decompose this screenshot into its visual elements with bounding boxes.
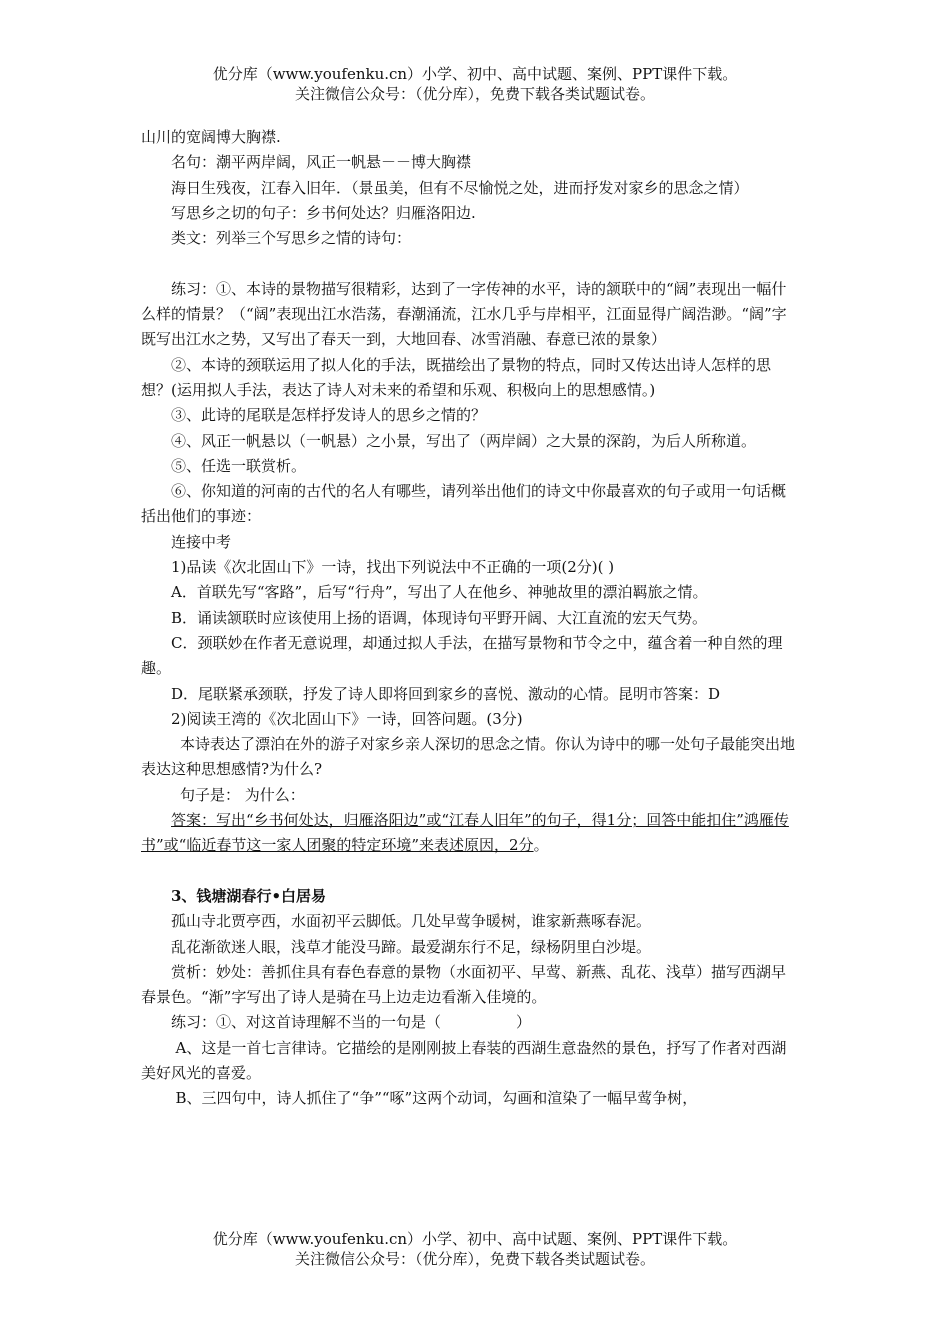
paragraph: 赏析：妙处：善抓住具有春色春意的景物（水面初平、早莺、新燕、乱花、浅草）描写西湖早春景色。“渐”字写出了诗人是骑在马上边走边看渐入佳境的。 — [141, 962, 787, 1007]
paragraph: ⑥、你知道的河南的古代的名人有哪些，请列举出他们的诗文中你最喜欢的句子或用一句话概括出他们的事迹： — [141, 482, 787, 526]
option-a: A．首联先写“客路”，后写“行舟”，写出了人在他乡、神驰故里的漂泊羁旅之情。 — [171, 583, 708, 602]
option-a: A、这是一首七言律诗。它描绘的是刚刚披上春装的西湖生意盎然的景色，抒写了作者对西湖美好风光的喜爱。 — [141, 1038, 787, 1082]
option-b: B．诵读颔联时应该使用上扬的语调，体现诗句平野开阔、大江直流的宏天气势。 — [171, 608, 708, 627]
section-label: 连接中考 — [171, 532, 232, 551]
paragraph: 类文：列举三个写思乡之情的诗句： — [171, 229, 412, 248]
paragraph: 山川的宽阔博大胸襟. — [141, 128, 281, 146]
paragraph: 本诗表达了漂泊在外的游子对家乡亲人深切的思念之情。你认为诗中的哪一处句子最能突出地表达这种思想感情?为什么? — [141, 735, 796, 779]
paragraph: ⑤、任选一联赏析。 — [171, 456, 307, 475]
header-line-2: 关注微信公众号：（优分库），免费下载各类试题试卷。 — [294, 85, 655, 103]
option-b: B、三四句中，诗人抓住了“争”“啄”这两个动词，勾画和渲染了一幅早莺争树， — [175, 1089, 698, 1108]
footer-line-2: 关注微信公众号：（优分库），免费下载各类试题试卷。 — [294, 1250, 655, 1268]
footer-line-1: 优分库（www.youfenku.cn）小学、初中、高中试题、案例、PPT课件下载。 — [212, 1230, 738, 1248]
question: 1)品读《次北固山下》一诗，找出下列说法中不正确的一项(2分)( ) — [171, 558, 615, 577]
question: 2)阅读王湾的《次北固山下》一诗，回答问题。(3分) — [171, 709, 523, 728]
answer-prompt: 句子是： 为什么： — [180, 785, 305, 804]
blank-line — [141, 251, 799, 276]
answer-period: 。 — [533, 836, 549, 855]
poem-title: 3、钱塘湖春行•白居易 — [171, 886, 327, 905]
page-footer — [0, 1229, 950, 1269]
answer-paragraph — [141, 808, 799, 859]
header-line-1: 优分库（www.youfenku.cn）小学、初中、高中试题、案例、PPT课件下载。 — [212, 65, 738, 83]
paragraph: 写思乡之切的句子：乡书何处达？归雁洛阳边. — [171, 203, 476, 222]
paragraph: 名句：潮平两岸阔，风正一帆悬－－博大胸襟 — [171, 153, 472, 172]
question: 练习：①、对这首诗理解不当的一句是（ ） — [171, 1013, 532, 1032]
document-body — [141, 125, 799, 1112]
page-header — [0, 64, 950, 104]
answer-text: 答案：写出“乡书何处达，归雁洛阳边”或“江春人旧年”的句子，得1分；回答中能扣住”鸿雁传书”或“临近春节这一家人团聚的特定环境”来表述原因，2分 — [141, 811, 789, 855]
paragraph: ④、风正一帆悬以（一帆悬）之小景，写出了（两岸阔）之大景的深韵，为后人所称道。 — [171, 431, 757, 450]
poem-line: 孤山寺北贾亭西，水面初平云脚低。几处早莺争暖树，谁家新燕啄春泥。 — [171, 912, 652, 931]
paragraph: ②、本诗的颈联运用了拟人化的手法，既描绘出了景物的特点，同时又传达出诗人怎样的思想？(运用拟人手法，表达了诗人对未来的希望和乐观、积极向上的思想感情。) — [141, 355, 772, 399]
paragraph: ③、此诗的尾联是怎样抒发诗人的思乡之情的？ — [171, 406, 487, 425]
poem-line: 乱花渐欲迷人眼，浅草才能没马蹄。最爱湖东行不足，绿杨阴里白沙堤。 — [171, 937, 652, 956]
paragraph: 练习：①、本诗的景物描写很精彩，达到了一字传神的水平，诗的颔联中的“阔”表现出一幅什么样的情景？（“阔”表现出江水浩荡，春潮涌流，江水几乎与岸相平，江面显得广阔浩渺。“阔”字既写出江水之势，又写出了春天一到，大地回春、冰雪消融、春意已浓的景象） — [141, 279, 787, 349]
paragraph: 海日生残夜，江春入旧年．（景虽美，但有不尽愉悦之处，进而抒发对家乡的思念之情） — [171, 178, 749, 197]
option-d: D．尾联紧承颈联，抒发了诗人即将回到家乡的喜悦、激动的心情。昆明市答案：D — [171, 684, 721, 703]
blank-line — [141, 859, 799, 884]
option-c: C．颈联妙在作者无意说理，却通过拟人手法，在描写景物和节令之中，蕴含着一种自然的理趣。 — [141, 633, 783, 678]
